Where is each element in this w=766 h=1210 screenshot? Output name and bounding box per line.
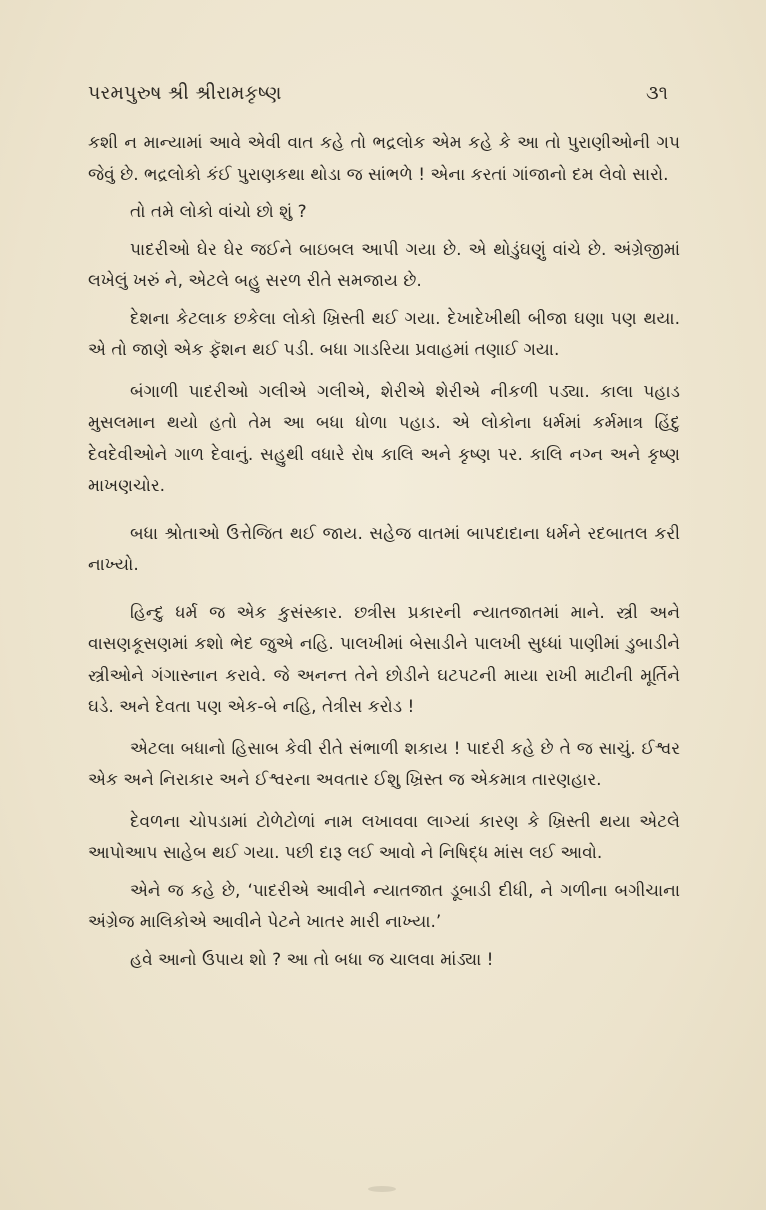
paper-smudge	[368, 1186, 396, 1192]
paragraph: એટલા બધાનો હિસાબ કેવી રીતે સંભાળી શકાય ! પાદરી કહે છે તે જ સાચું. ઈશ્વર એક અને નિરાકાર અને ઈશ્વરના અવતાર ઈશુ ખ્રિસ્ત જ એકમાત્ર તારણહાર.	[88, 738, 680, 790]
paragraph: એને જ કહે છે, ‘પાદરીએ આવીને ન્યાતજાત ડૂબાડી દીધી, ને ગળીના બગીચાના અંગ્રેજ માલિકોએ આવીને પેટને ખાતર મારી નાખ્યા.’	[88, 880, 680, 932]
paragraph: બંગાળી પાદરીઓ ગલીએ ગલીએ, શેરીએ શેરીએ નીકળી પડ્યા. કાલા પહાડ મુસલમાન થયો હતો તેમ આ બધા ધોળા પહાડ. એ લોકોના ધર્મમાં કર્મમાત્ર હિંદુ દેવદેવીઓને ગાળ દેવાનું. સહુથી વધારે રોષ કાલિ અને કૃષ્ણ પર. કાલિ નગ્ન અને કૃષ્ણ માખણચોર.	[88, 381, 680, 496]
paragraph: હવે આનો ઉપાય શો ? આ તો બધા જ ચાલવા માંડ્યા !	[130, 949, 494, 970]
paragraph: હિન્દુ ધર્મ જ એક કુસંસ્કાર. છત્રીસ પ્રકારની ન્યાતજાતમાં માને. સ્ત્રી અને વાસણકૂસણમાં કશો ભેદ જુએ નહિ. પાલખીમાં બેસાડીને પાલખી સુધ્ધાં પાણીમાં ડુબાડીને સ્ત્રીઓને ગંગાસ્નાન કરાવે. જે અનન્ત તેને છોડીને ઘટપટની માયા રાખી માટીની મૂર્તિને ઘડે. અને દેવતા પણ એક-બે નહિ, તેત્રીસ કરોડ !	[88, 602, 680, 717]
paragraph: દેશના કેટલાક છકેલા લોકો ખ્રિસ્તી થઈ ગયા. દેખાદેખીથી બીજા ઘણા પણ થયા. એ તો જાણે એક ફૅશન થઈ પડી. બધા ગાડરિયા પ્રવાહમાં તણાઈ ગયા.	[88, 308, 680, 360]
paragraph: દેવળના ચોપડામાં ટોળેટોળાં નામ લખાવવા લાગ્યાં કારણ કે ખ્રિસ્તી થયા એટલે આપોઆપ સાહેબ થઈ ગયા. પછી દારૂ લઈ આવો ને નિષિદ્ધ માંસ લઈ આવો.	[88, 811, 680, 863]
page-number: ૩૧	[646, 82, 668, 104]
paragraph: કશી ન માન્યામાં આવે એવી વાત કહે તો ભદ્રલોક એમ કહે કે આ તો પુરાણીઓની ગપ જેવું છે. ભદ્રલોકો કંઈ પુરાણકથા થોડા જ સાંભળે ! એના કરતાં ગાંજાનો દમ લેવો સારો.	[88, 133, 680, 185]
running-title: પરમપુરુષ શ્રી શ્રીરામકૃષ્ણ	[88, 82, 282, 104]
paragraph: બધા શ્રોતાઓ ઉત્તેજિત થઈ જાય. સહેજ વાતમાં બાપદાદાના ધર્મને રદબાતલ કરી નાખ્યો.	[88, 523, 680, 575]
body-text	[88, 128, 680, 976]
paragraph: તો તમે લોકો વાંચો છો શું ?	[130, 202, 307, 222]
paragraph: પાદરીઓ ઘેર ઘેર જઈને બાઇબલ આપી ગયા છે. એ થોડુંઘણું વાંચે છે. અંગ્રેજીમાં લખેલું ખરું ને, એટલે બહુ સરળ રીતે સમજાય છે.	[88, 239, 680, 291]
